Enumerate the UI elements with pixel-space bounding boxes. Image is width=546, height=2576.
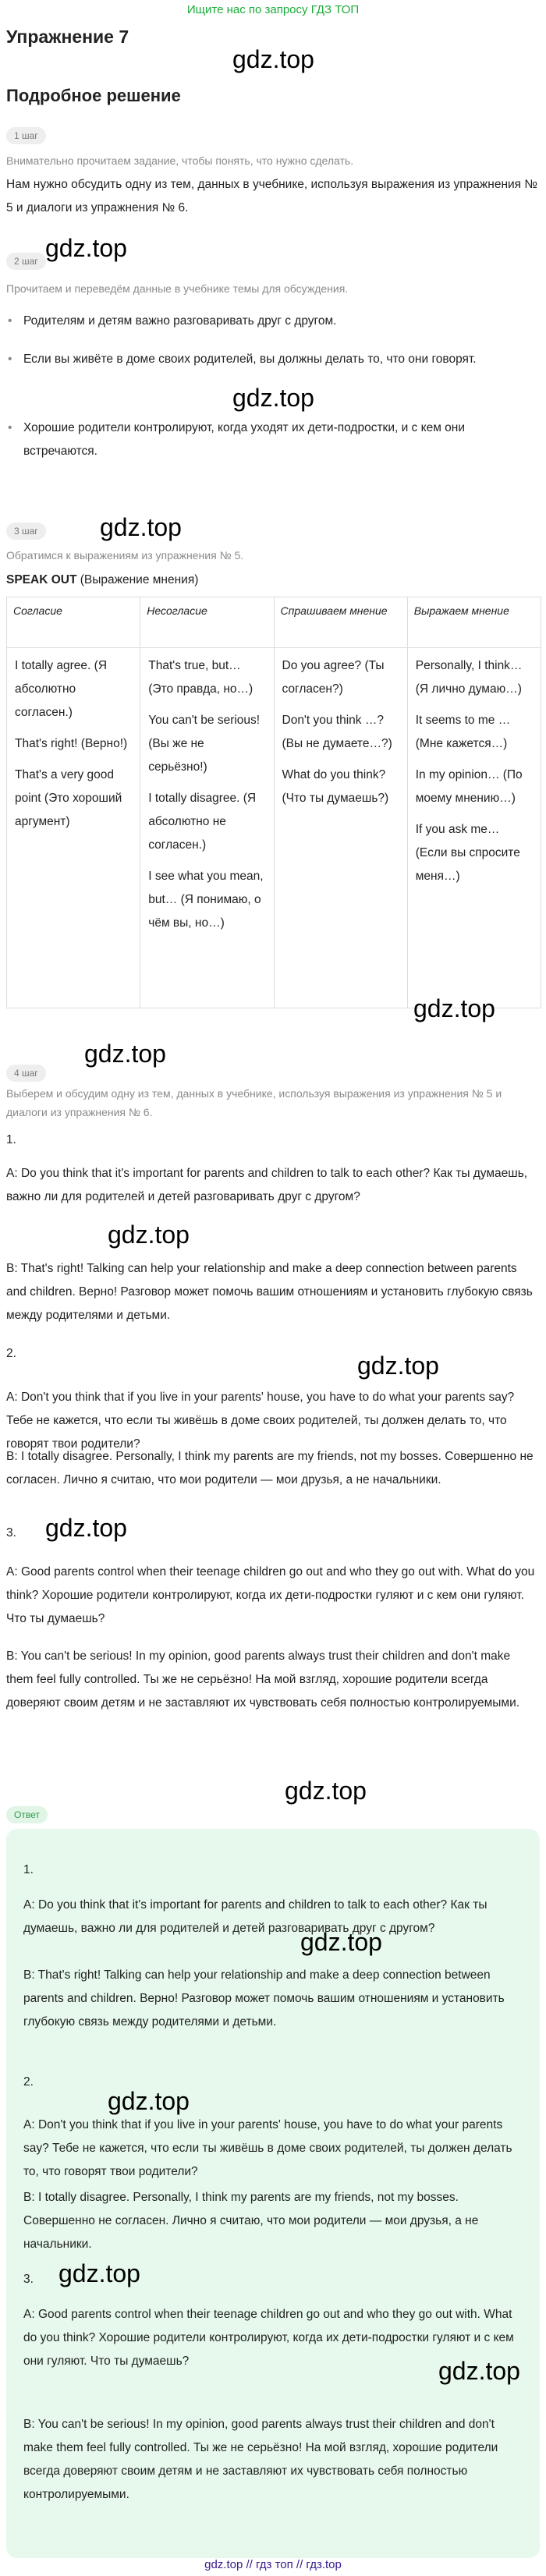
dialogue-line: B: I totally disagree. Personally, I think my parents are my friends, not my bosses. Совершенно не согласен. Лично я считаю, что мои родители — мои друзья, а не начальники.: [23, 2191, 479, 2251]
speak-out-table: [6, 597, 541, 1008]
phrase: Do you agree? (Ты согласен?): [282, 659, 385, 696]
phrase: It seems to me … (Мне кажется…): [415, 714, 511, 750]
watermark: gdz.top: [84, 1040, 166, 1068]
phrase: That's true, but… (Это правда, но…): [148, 659, 254, 696]
dialogue-number: 1.: [23, 1863, 34, 1876]
watermark: gdz.top: [413, 994, 495, 1022]
table-cell: [407, 648, 541, 1008]
phrase: That's a very good point (Это хороший аргумент): [15, 768, 122, 828]
dialogue-number: 1.: [6, 1133, 16, 1146]
watermark: gdz.top: [45, 234, 127, 262]
watermark: gdz.top: [45, 1514, 127, 1542]
dialogue-line: A: Good parents control when their teenage children go out and who they go out with. What do you think? Хорошие родители контролируют, когда их дети-подростки гуляют и с кем они гуляют. Что ты думаешь?: [6, 1565, 535, 1625]
step-note: Прочитаем и переведём данные в учебнике темы для обсуждения.: [6, 282, 349, 295]
step-badge: 2 шаг: [6, 253, 46, 270]
table-header: Несогласие: [140, 597, 274, 648]
watermark: gdz.top: [108, 2087, 190, 2115]
table-cell: [140, 648, 274, 1008]
step-note: Внимательно прочитаем задание, чтобы понять, что нужно сделать.: [6, 154, 354, 167]
table-header: Спрашиваем мнение: [274, 597, 407, 648]
step-note: Обратимся к выражениям из упражнения № 5.: [6, 549, 244, 562]
step-badge: 3 шаг: [6, 523, 46, 540]
dialogue-number: 2.: [23, 2075, 34, 2089]
step-badge: 4 шаг: [6, 1065, 46, 1082]
dialogue-line: B: That's right! Talking can help your relationship and make a deep connection between parents and children. Верно! Разговор может помочь вашим отношениям и установить глубокую связь между родителями и детьми.: [23, 1968, 505, 2029]
watermark: gdz.top: [300, 1928, 382, 1956]
list-item: • Если вы живёте в доме своих родителей, вы должны делать то, что они говорят.: [23, 348, 534, 371]
watermark: gdz.top: [232, 45, 314, 73]
phrase: I totally agree. (Я абсолютно согласен.): [15, 659, 108, 719]
top-banner: Ищите нас по запросу ГДЗ ТОП: [186, 3, 360, 16]
watermark: gdz.top: [232, 384, 314, 412]
dialogue-number: 3.: [23, 2273, 34, 2286]
footer-links[interactable]: gdz.top // гдз топ // гдз.top: [204, 2558, 342, 2571]
solution-heading: Подробное решение: [6, 86, 181, 105]
speak-out-title: [6, 573, 198, 587]
phrase: You can't be serious! (Вы же не серьёзно!): [148, 714, 261, 774]
phrase: What do you think? (Что ты думаешь?): [282, 768, 389, 805]
table-header: Выражаем мнение: [407, 597, 541, 648]
dialogue-line: A: Don't you think that if you live in your parents' house, you have to do what your parents say? Тебе не кажется, что если ты живёшь в доме своих родителей, ты должен делать то, что говорят твои родители?: [23, 2118, 512, 2178]
answer-badge: Ответ: [6, 1806, 48, 1823]
step-note: Выберем и обсудим одну из тем, данных в учебнике, используя выражения из упражнения № 5 и диалоги из упражнения № 6.: [6, 1087, 502, 1118]
phrase: In my opinion… (По моему мнению…): [415, 768, 523, 805]
list-item: • Хорошие родители контролируют, когда уходят их дети-подростки, и с кем они встречаются.: [23, 416, 534, 463]
watermark: gdz.top: [438, 2357, 520, 2385]
watermark: gdz.top: [357, 1352, 439, 1380]
dialogue-line: A: Do you think that it's important for parents and children to talk to each other? Как ты думаешь, важно ли для родителей и детей разговаривать друг с другом?: [6, 1167, 528, 1203]
dialogue-line: B: I totally disagree. Personally, I think my parents are my friends, not my bosses. Совершенно не согласен. Лично я считаю, что мои родители — мои друзья, а не начальники.: [6, 1450, 534, 1486]
phrase: That's right! (Верно!): [15, 737, 128, 750]
step-text: Нам нужно обсудить одну из тем, данных в учебнике, используя выражения из упражнения № 5 и диалоги из упражнения № 6.: [6, 178, 537, 214]
page-title: Упражнение 7: [6, 27, 129, 47]
dialogue-number: 2.: [6, 1347, 16, 1360]
phrase: Personally, I think… (Я лично думаю…): [415, 659, 523, 696]
watermark: gdz.top: [100, 513, 182, 541]
table-cell: [274, 648, 407, 1008]
step-badge: 1 шаг: [6, 127, 46, 144]
watermark: gdz.top: [285, 1777, 367, 1805]
phrase: I see what you mean, but… (Я понимаю, о чём вы, но…): [148, 870, 264, 930]
phrase: Don't you think …? (Вы не думаете…?): [282, 714, 392, 750]
dialogue-number: 3.: [6, 1526, 16, 1540]
dialogue-line: B: That's right! Talking can help your relationship and make a deep connection between parents and children. Верно! Разговор может помочь вашим отношениям и установить глубокую связь между родителями и детьми.: [6, 1262, 533, 1322]
dialogue-line: A: Good parents control when their teenage children go out and who they go out with. What do you think? Хорошие родители контролируют, когда их дети-подростки гуляют и с кем они гуляют. Что ты думаешь?: [23, 2308, 514, 2368]
phrase: I totally disagree. (Я абсолютно не согласен.): [148, 792, 257, 852]
watermark: gdz.top: [58, 2259, 140, 2287]
table-cell: [7, 648, 140, 1008]
dialogue-line: B: You can't be serious! In my opinion, good parents always trust their children and don't make them feel fully controlled. Ты же не серьёзно! На мой взгляд, хорошие родители всегда доверяют своим детям и не заставляют их чувствовать себя полностью контролируемыми.: [23, 2418, 498, 2501]
table-header: Согласие: [7, 597, 140, 648]
list-item: • Родителям и детям важно разговаривать друг с другом.: [23, 310, 534, 333]
dialogue-line: B: You can't be serious! In my opinion, good parents always trust their children and don't make them feel fully controlled. Ты же не серьёзно! На мой взгляд, хорошие родители всегда доверяют своим детям и не заставляют их чувствовать себя полностью контролируемыми.: [6, 1649, 520, 1710]
dialogue-line: A: Do you think that it's important for parents and children to talk to each other? Как ты думаешь, важно ли для родителей и детей разговаривать друг с другом?: [23, 1898, 488, 1935]
dialogue-line: A: Don't you think that if you live in your parents' house, you have to do what your parents say? Тебе не кажется, что если ты живёшь в доме своих родителей, ты должен делать то, что говорят твои родители?: [6, 1391, 515, 1451]
speak-out-bold: SPEAK OUT: [6, 573, 77, 586]
watermark: gdz.top: [108, 1221, 190, 1249]
phrase: If you ask me… (Если вы спросите меня…): [415, 823, 520, 883]
speak-out-rest: (Выражение мнения): [76, 573, 199, 586]
